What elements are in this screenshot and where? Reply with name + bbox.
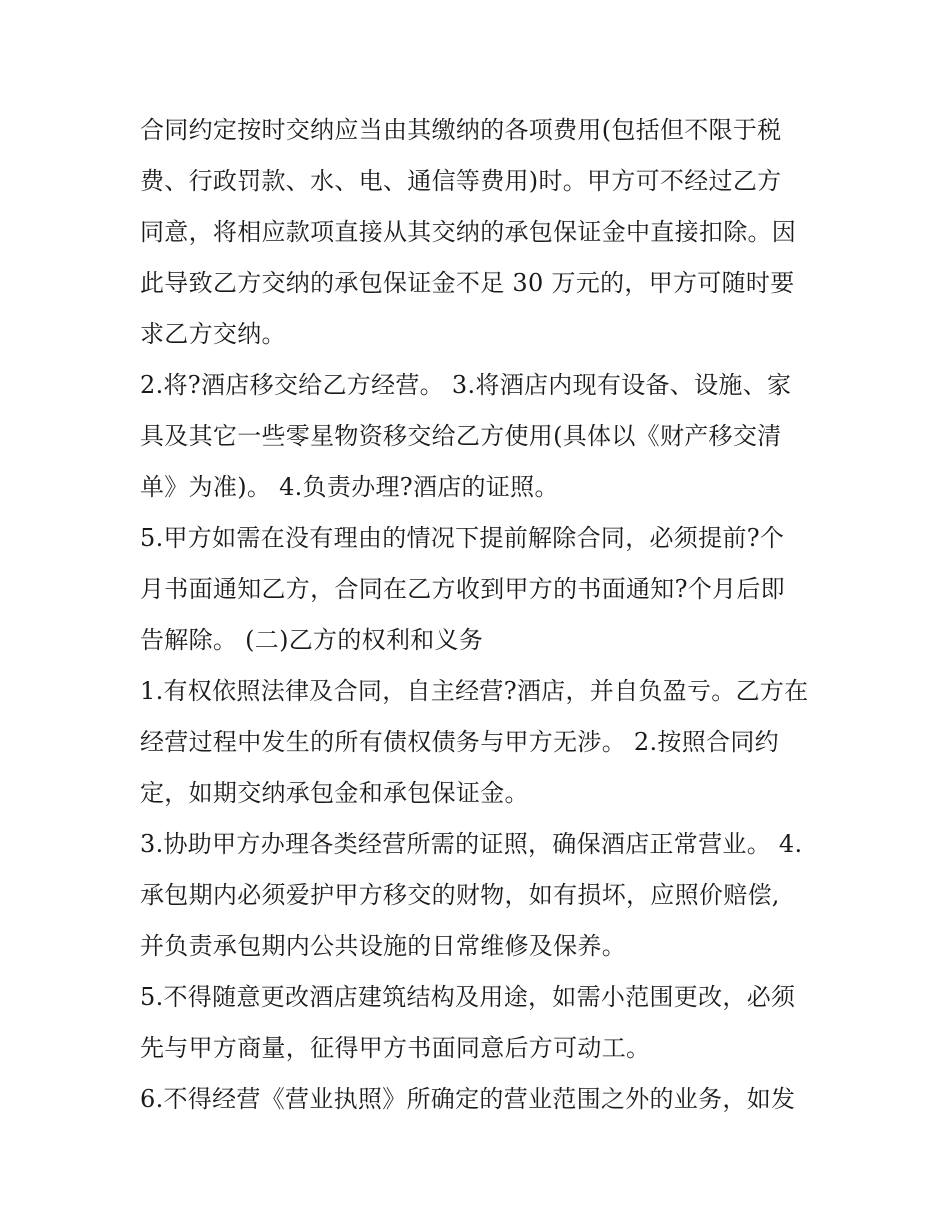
text-line: 求乙方交纳。 xyxy=(140,320,286,348)
text-line: 先与甲方商量，征得甲方书面同意后方可动工。 xyxy=(140,1034,651,1062)
text-line: 并负责承包期内公共设施的日常维修及保养。 xyxy=(140,932,626,960)
text-line: 此导致乙方交纳的承包保证金不足 30 万元的，甲方可随时要 xyxy=(140,269,795,297)
text-line: 费、行政罚款、水、电、通信等费用)时。甲方可不经过乙方 xyxy=(140,167,782,195)
text-line: 6.不得经营《营业执照》所确定的营业范围之外的业务，如发 xyxy=(140,1085,796,1113)
text-line: 合同约定按时交纳应当由其缴纳的各项费用(包括但不限于税 xyxy=(140,116,782,144)
text-line: 告解除。 (二)乙方的权利和义务 xyxy=(140,626,484,654)
text-line: 2.将?酒店移交给乙方经营。 3.将酒店内现有设备、设施、家 xyxy=(140,371,792,399)
document-body xyxy=(140,105,820,1125)
text-line: 5.不得随意更改酒店建筑结构及用途，如需小范围更改，必须 xyxy=(140,983,796,1011)
text-line: 具及其它一些零星物资移交给乙方使用(具体以《财产移交清 xyxy=(140,422,782,450)
text-line: 5.甲方如需在没有理由的情况下提前解除合同，必须提前?个 xyxy=(140,524,785,552)
text-line: 1.有权依照法律及合同，自主经营?酒店，并自负盈亏。乙方在 xyxy=(140,677,809,705)
text-line: 经营过程中发生的所有债权债务与甲方无涉。 2.按照合同约 xyxy=(140,728,779,756)
text-line: 定，如期交纳承包金和承包保证金。 xyxy=(140,779,529,807)
text-line: 3.协助甲方办理各类经营所需的证照，确保酒店正常营业。 4. xyxy=(140,830,803,858)
text-line: 月书面通知乙方，合同在乙方收到甲方的书面通知?个月后即 xyxy=(140,575,785,603)
text-line: 承包期内必须爱护甲方移交的财物，如有损坏，应照价赔偿, xyxy=(140,881,780,909)
text-line: 单》为准)。 4.负责办理?酒店的证照。 xyxy=(140,473,559,501)
text-line: 同意，将相应款项直接从其交纳的承包保证金中直接扣除。因 xyxy=(140,218,797,246)
